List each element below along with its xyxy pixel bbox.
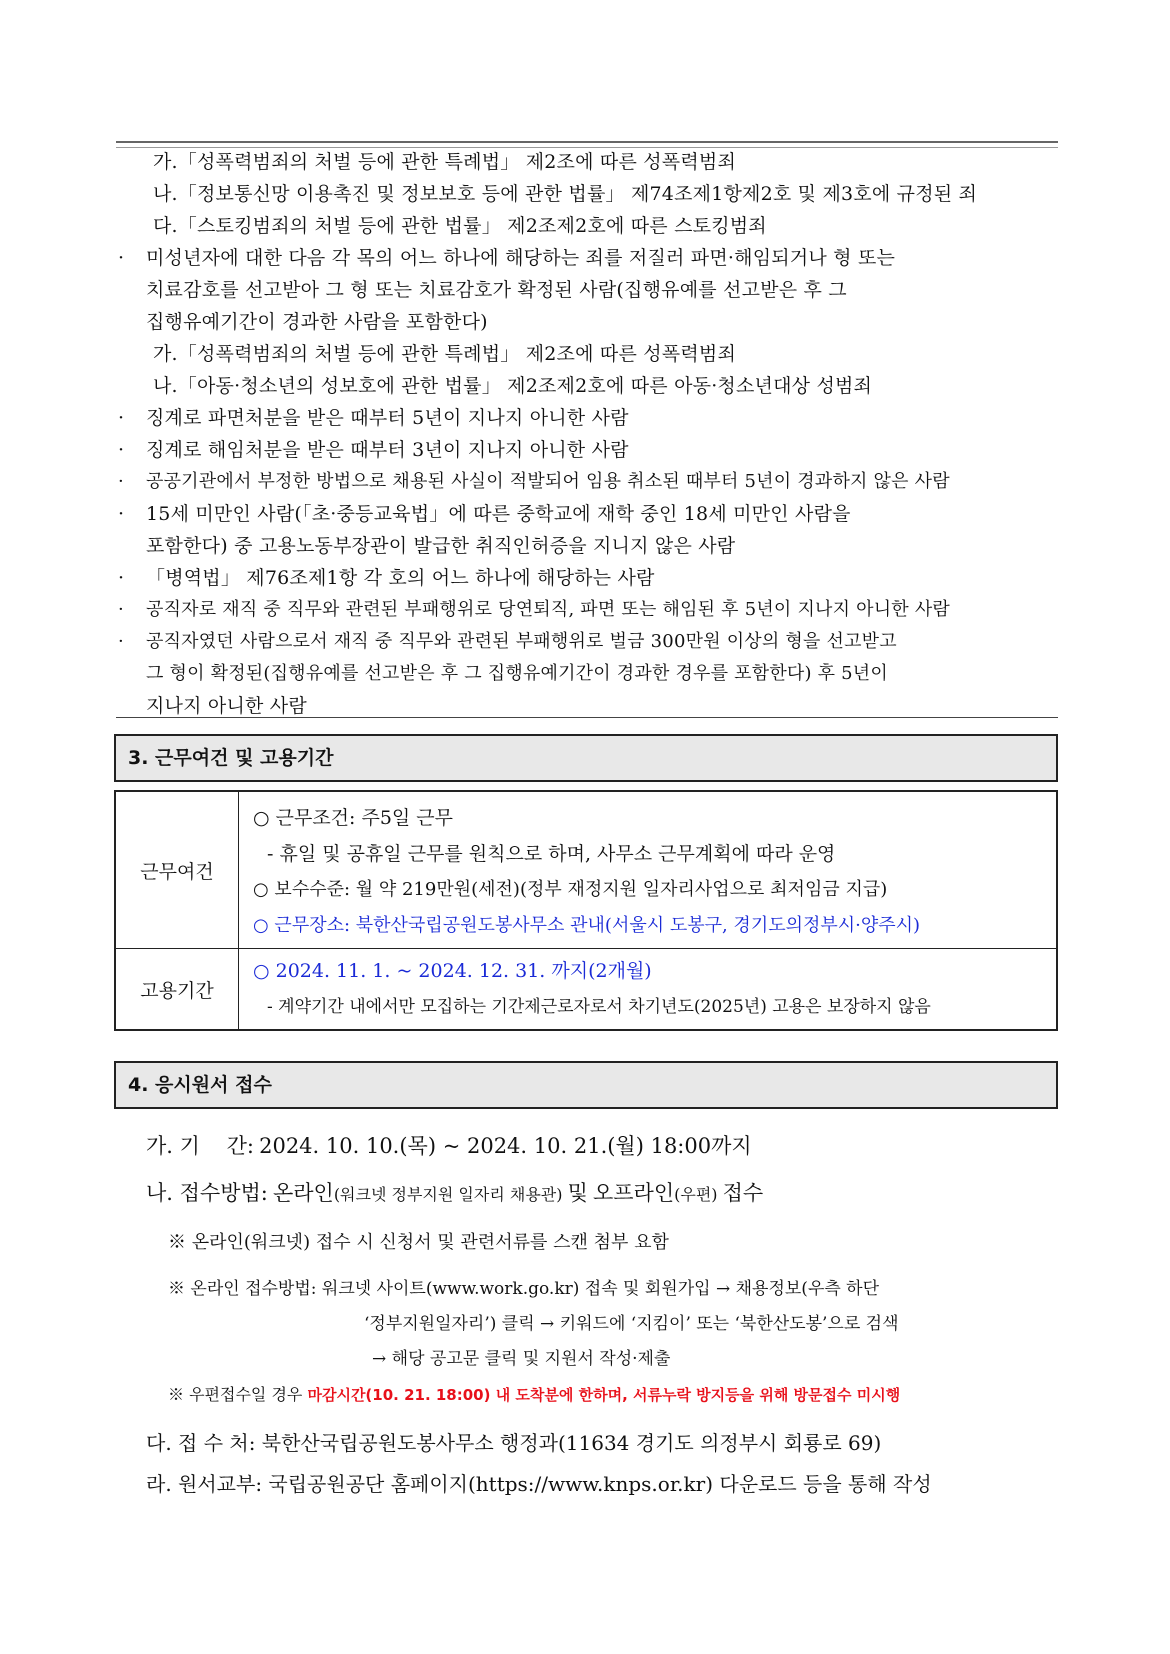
row-label-period: 고용기간 bbox=[115, 949, 239, 1031]
bullet-icon: · bbox=[118, 247, 125, 269]
work-condition: ○ 근무조건: 주5일 근무 bbox=[253, 807, 454, 829]
postal-deadline-warning: 마감시간(10. 21. 18:00) 내 도착분에 한하며, 서류누락 방지등을 위해 방문접수 미시행 bbox=[307, 1386, 901, 1404]
bullet-icon: · bbox=[118, 567, 125, 589]
list-item: 가.「성폭력범죄의 처벌 등에 관한 특례법」 제2조에 따른 성폭력범죄 bbox=[153, 343, 737, 365]
bullet-icon: · bbox=[118, 407, 125, 429]
list-item: 집행유예기간이 경과한 사람을 포함한다) bbox=[146, 311, 488, 333]
list-item: 그 형이 확정된(집행유예를 선고받은 후 그 집행유예기간이 경과한 경우를 포함한다) 후 5년이 bbox=[146, 663, 888, 684]
table-row bbox=[115, 949, 1057, 1031]
bullet-icon: · bbox=[118, 503, 125, 525]
section-4-header: 4. 응시원서 접수 bbox=[114, 1061, 1058, 1109]
bullet-icon: · bbox=[118, 471, 124, 492]
list-item: · 미성년자에 대한 다음 각 목의 어느 하나에 해당하는 죄를 저질러 파면·해임되거나 형 또는 bbox=[118, 242, 1058, 274]
table-row bbox=[115, 791, 1057, 949]
divider bbox=[116, 717, 1058, 718]
application-form: 라. 원서교부: 국립공원공단 홈페이지(https://www.knps.or.kr) 다운로드 등을 통해 작성 bbox=[146, 1472, 932, 1496]
list-item: 가.「성폭력범죄의 처벌 등에 관한 특례법」 제2조에 따른 성폭력범죄 bbox=[153, 151, 737, 173]
row-label-conditions: 근무여건 bbox=[115, 791, 239, 949]
list-item: 나.「아동·청소년의 성보호에 관한 법률」 제2조제2호에 따른 아동·청소년대상 성범죄 bbox=[153, 375, 873, 397]
list-item: 포함한다) 중 고용노동부장관이 발급한 취직인허증을 지니지 않은 사람 bbox=[146, 535, 736, 557]
list-item: · 공직자였던 사람으로서 재직 중 직무와 관련된 부패행위로 벌금 300만원 이상의 형을 선고받고 bbox=[118, 626, 1058, 658]
list-item: · 「병역법」 제76조제1항 각 호의 어느 하나에 해당하는 사람 bbox=[118, 562, 1058, 594]
employment-period: ○ 2024. 11. 1. ~ 2024. 12. 31. 까지(2개월) bbox=[253, 960, 652, 982]
list-item: · 공공기관에서 부정한 방법으로 채용된 사실이 적발되어 임용 취소된 때부터 5년이 경과하지 않은 사람 bbox=[118, 466, 1058, 498]
bullet-icon: · bbox=[118, 599, 124, 620]
application-method: 나. 접수방법: 온라인(워크넷 정부지원 일자리 채용관) 및 오프라인(우편) 접수 bbox=[146, 1181, 764, 1205]
list-item: 치료감호를 선고받아 그 형 또는 치료감호가 확정된 사람(집행유예를 선고받은 후 그 bbox=[146, 279, 847, 301]
holiday-note: - 휴일 및 공휴일 근무를 원칙으로 하며, 사무소 근무계획에 따라 운영 bbox=[267, 843, 836, 865]
period-cell bbox=[239, 949, 1058, 1031]
application-period: 가. 기 간: 2024. 10. 10.(목) ~ 2024. 10. 21.(월) 18:00까지 bbox=[146, 1134, 752, 1158]
note-online-scan: ※ 온라인(워크넷) 접수 시 신청서 및 관련서류를 스캔 첨부 요함 bbox=[168, 1232, 669, 1253]
list-item: · 공직자로 재직 중 직무와 관련된 부패행위로 당연퇴직, 파면 또는 해임된 후 5년이 지나지 아니한 사람 bbox=[118, 594, 1058, 626]
list-item: 다.「스토킹범죄의 처벌 등에 관한 법률」 제2조제2호에 따른 스토킹범죄 bbox=[153, 215, 767, 237]
list-item: · 징계로 해임처분을 받은 때부터 3년이 지나지 아니한 사람 bbox=[118, 434, 1058, 466]
section-3-header: 3. 근무여건 및 고용기간 bbox=[114, 734, 1058, 782]
note-online-method-3: → 해당 공고문 클릭 및 지원서 작성·제출 bbox=[372, 1349, 671, 1369]
application-place: 다. 접 수 처: 북한산국립공원도봉사무소 행정과(11634 경기도 의정부시 회룡로 69) bbox=[146, 1431, 882, 1455]
list-item: · 징계로 파면처분을 받은 때부터 5년이 지나지 아니한 사람 bbox=[118, 402, 1058, 434]
note-postal: ※ 우편접수일 경우 마감시간(10. 21. 18:00) 내 도착분에 한하며, 서류누락 방지등을 위해 방문접수 미시행 bbox=[168, 1385, 901, 1404]
list-item: 나.「정보통신망 이용촉진 및 정보보호 등에 관한 법률」 제74조제1항제2호 및 제3호에 규정된 죄 bbox=[153, 183, 978, 205]
bullet-icon: · bbox=[118, 439, 125, 461]
disqualification-list bbox=[118, 146, 1058, 722]
note-online-method: ※ 온라인 접수방법: 워크넷 사이트(www.work.go.kr) 접속 및 회원가입 → 채용정보(우측 하단 bbox=[168, 1279, 880, 1299]
working-conditions-table bbox=[114, 790, 1058, 1031]
bullet-icon: · bbox=[118, 631, 124, 652]
list-item: 지나지 아니한 사람 bbox=[146, 695, 307, 717]
conditions-cell bbox=[239, 791, 1058, 949]
work-location: ○ 근무장소: 북한산국립공원도봉사무소 관내(서울시 도봉구, 경기도의정부시·양주시) bbox=[253, 915, 921, 936]
list-item: · 15세 미만인 사람(「초·중등교육법」에 따른 중학교에 재학 중인 18세 미만인 사람을 bbox=[118, 498, 1058, 530]
pay-level: ○ 보수수준: 월 약 219만원(세전)(정부 재정지원 일자리사업으로 최저임금 지급) bbox=[253, 879, 888, 900]
note-online-method-2: ‘정부지원일자리’) 클릭 → 키워드에 ‘지킴이’ 또는 ‘북한산도봉’으로 검색 bbox=[364, 1314, 899, 1334]
contract-note: - 계약기간 내에서만 모집하는 기간제근로자로서 차기년도(2025년) 고용은 보장하지 않음 bbox=[267, 997, 931, 1017]
